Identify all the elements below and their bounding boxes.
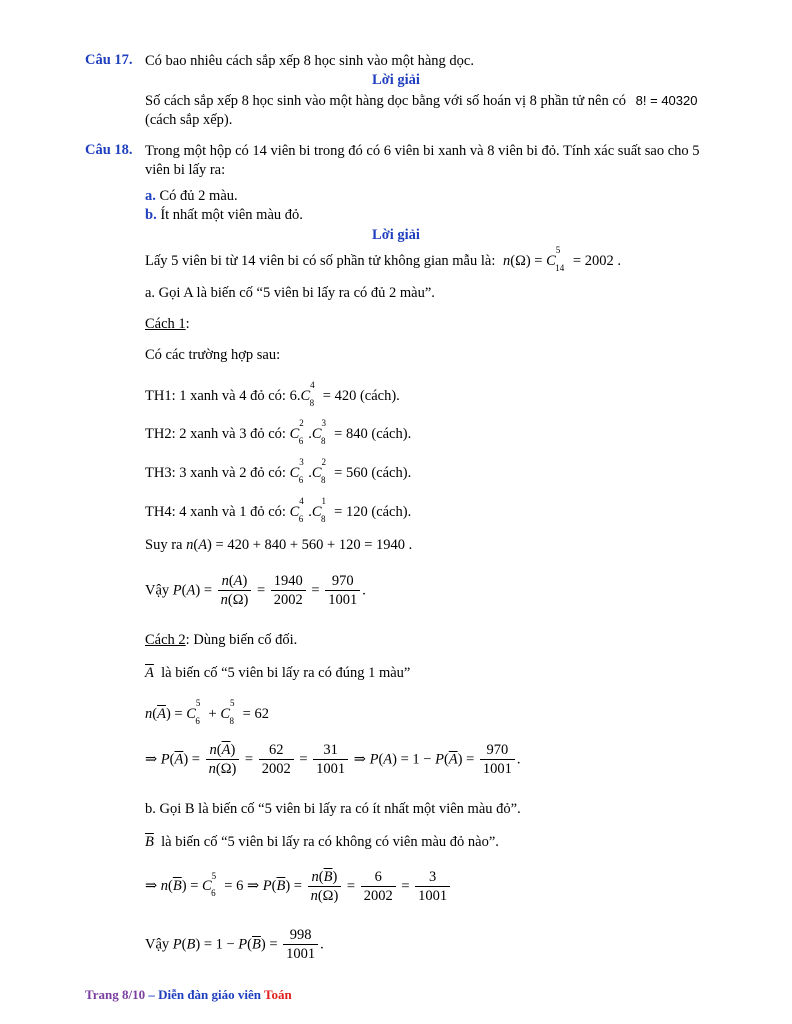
sample-space-value: 2002 <box>584 252 614 269</box>
method-2-label: Cách 2 <box>145 632 186 648</box>
part-b-text: Ít nhất một viên màu đỏ. <box>160 207 303 223</box>
part-a-text: Có đủ 2 màu. <box>159 188 238 204</box>
answer-17-line1 <box>145 92 697 110</box>
part-a <box>145 187 238 205</box>
solution-title-17: Lời giải <box>372 72 420 88</box>
bbar-text: là biến cố “5 viên bi lấy ra có không có viên màu đỏ nào”. <box>161 834 499 850</box>
fraction-1940-2002: $\frac{1940}{2002}$ <box>271 572 306 609</box>
question-18-line1: Trong một hộp có 14 viên bi trong đó có 6 viên bi xanh và 8 viên bi đỏ. Tính xác suất sao cho 5 <box>145 143 700 159</box>
case-2-unit: (cách). <box>371 425 412 442</box>
footer-page: Trang 8/10 <box>85 987 146 1002</box>
bbar-definition: $\overline{B}$ là biến cố “5 viên bi lấy ra có không có viên màu đỏ nào”. <box>145 834 499 850</box>
question-18-label: Câu 18. <box>85 142 133 158</box>
case-4: TH4: 4 xanh và 1 đỏ có: $C^4_6$ $.C^1_8 = 120$ (cách). <box>145 496 412 524</box>
part-b <box>145 206 303 224</box>
case-1: TH1: 1 xanh và 4 đỏ có: $6.C^4_8 = 420$ (cách). <box>145 380 400 408</box>
solution-title-18: Lời giải <box>372 227 420 243</box>
fraction-31-1001: $\frac{31}{1001}$ <box>313 741 348 778</box>
probability-a-line: Vậy P(A) = $\frac{n(A)}{n(\Omega)}$ = $\frac{1940}{2002}$ = $\frac{970}{1001}$ . <box>145 573 366 608</box>
answer-17-line2: (cách sắp xếp). <box>145 112 233 128</box>
abar-value: 62 <box>254 705 269 722</box>
sum-expression: = 420 + 840 + 560 + 120 = 1940 . <box>215 537 413 553</box>
then-text-a: Vậy <box>145 582 170 599</box>
sample-space-line: Lấy 5 viên bi từ 14 viên bi có số phần tử không gian mẫu là: $n(\Omega) = C^5_{14} = 2002$ . <box>145 245 621 273</box>
bbar-probability-line: ⇒ $n(\overline{B}) = C^5_6 = 6$ ⇒ $P(\overline{B})$ = $\frac{n(\overline{B})}{n(\Omega)}$ = $\frac{6}{2002}$ = $\frac{3}{1001}$ <box>145 868 452 905</box>
case-3-value: 560 <box>345 464 368 481</box>
method-2-rest: : Dùng biến cố đối. <box>185 632 298 648</box>
method-1: Cách 1: <box>145 316 190 332</box>
a-intro: a. Gọi A là biến cố “5 viên bi lấy ra có đủ 2 màu”. <box>145 285 435 301</box>
case-2: TH2: 2 xanh và 3 đỏ có: $C^2_6$ $.C^3_8 = 840$ (cách). <box>145 418 412 446</box>
case-1-text: TH1: 1 xanh và 4 đỏ có: <box>145 387 286 404</box>
abar-definition: $\overline{A}$ là biến cố “5 viên bi lấy ra có đúng 1 màu” <box>145 665 411 681</box>
case-2-text: TH2: 2 xanh và 3 đỏ có: <box>145 425 286 442</box>
fraction-6-2002: $\frac{6}{2002}$ <box>361 868 396 905</box>
case-4-unit: (cách). <box>371 503 412 520</box>
case-2-value: 840 <box>345 425 368 442</box>
case-3: TH3: 3 xanh và 2 đỏ có: $C^3_6$ $.C^2_8 = 560$ (cách). <box>145 457 412 485</box>
case-1-unit: (cách). <box>359 387 400 404</box>
case-1-value: 420 <box>334 387 357 404</box>
abar-probability-line: ⇒ $P(\overline{A})$ = $\frac{n(\overline{A})}{n(\Omega)}$ = $\frac{62}{2002}$ = $\frac{31}{1001}$ ⇒ $P(A) = 1 - P(\overline{A})$ = $\frac{970}{1001}$ . <box>145 742 521 777</box>
bbar-value: 6 <box>236 878 244 895</box>
case-4-value: 120 <box>345 503 368 520</box>
case-3-text: TH3: 3 xanh và 2 đỏ có: <box>145 464 286 481</box>
case-4-text: TH4: 4 xanh và 1 đỏ có: <box>145 503 286 520</box>
abar-text: là biến cố “5 viên bi lấy ra có đúng 1 màu” <box>161 665 411 681</box>
case-3-unit: (cách). <box>371 464 412 481</box>
fraction-970-1001: $\frac{970}{1001}$ <box>325 572 360 609</box>
then-text-b: Vậy <box>145 936 170 953</box>
fraction-nA-nOmega: $\frac{n(A)}{n(\Omega)}$ <box>218 572 252 609</box>
fraction-998-1001: $\frac{998}{1001}$ <box>283 926 318 963</box>
sum-line: Suy ra n(A) = 420 + 840 + 560 + 120 = 1940 . <box>145 537 413 553</box>
footer-subject: Toán <box>264 987 292 1002</box>
fraction-nAbar-nOmega: $\frac{n(\overline{A})}{n(\Omega)}$ <box>206 741 240 778</box>
method-2 <box>145 631 297 649</box>
method-1-label: Cách 1 <box>145 316 186 332</box>
question-18-line2: viên bi lấy ra: <box>145 162 226 178</box>
abar-count: $n(\overline{A}) = C^5_6 + C^5_8 = 62$ <box>145 698 269 726</box>
question-17-text: Có bao nhiêu cách sắp xếp 8 học sinh vào một hàng dọc. <box>145 53 474 69</box>
fraction-nBbar-nOmega: $\frac{n(\overline{B})}{n(\Omega)}$ <box>308 868 342 905</box>
part-b-label: b. <box>145 207 157 223</box>
page-footer <box>85 987 292 1003</box>
fraction-62-2002: $\frac{62}{2002}$ <box>259 741 294 778</box>
probability-b-line: Vậy $P(B) = 1 - P(\overline{B})$ = $\frac{998}{1001}$ . <box>145 927 324 962</box>
question-17-label: Câu 17. <box>85 52 133 68</box>
footer-separator: – <box>145 987 159 1002</box>
part-a-label: a. <box>145 188 156 204</box>
footer-forum: Diễn đàn giáo viên <box>158 987 262 1002</box>
fraction-970-1001-b: $\frac{970}{1001}$ <box>480 741 515 778</box>
answer-17-formula: 8! = 40320 <box>635 93 698 108</box>
answer-17-text: Số cách sắp xếp 8 học sinh vào một hàng dọc bằng với số hoán vị 8 phần tử nên có <box>145 93 627 109</box>
sample-space-text: Lấy 5 viên bi từ 14 viên bi có số phần tử không gian mẫu là: <box>145 252 496 269</box>
b-intro: b. Gọi B là biến cố “5 viên bi lấy ra có ít nhất một viên màu đỏ”. <box>145 801 521 817</box>
cases-intro: Có các trường hợp sau: <box>145 347 281 363</box>
fraction-3-1001: $\frac{3}{1001}$ <box>415 868 450 905</box>
sum-text: Suy ra <box>145 537 183 553</box>
